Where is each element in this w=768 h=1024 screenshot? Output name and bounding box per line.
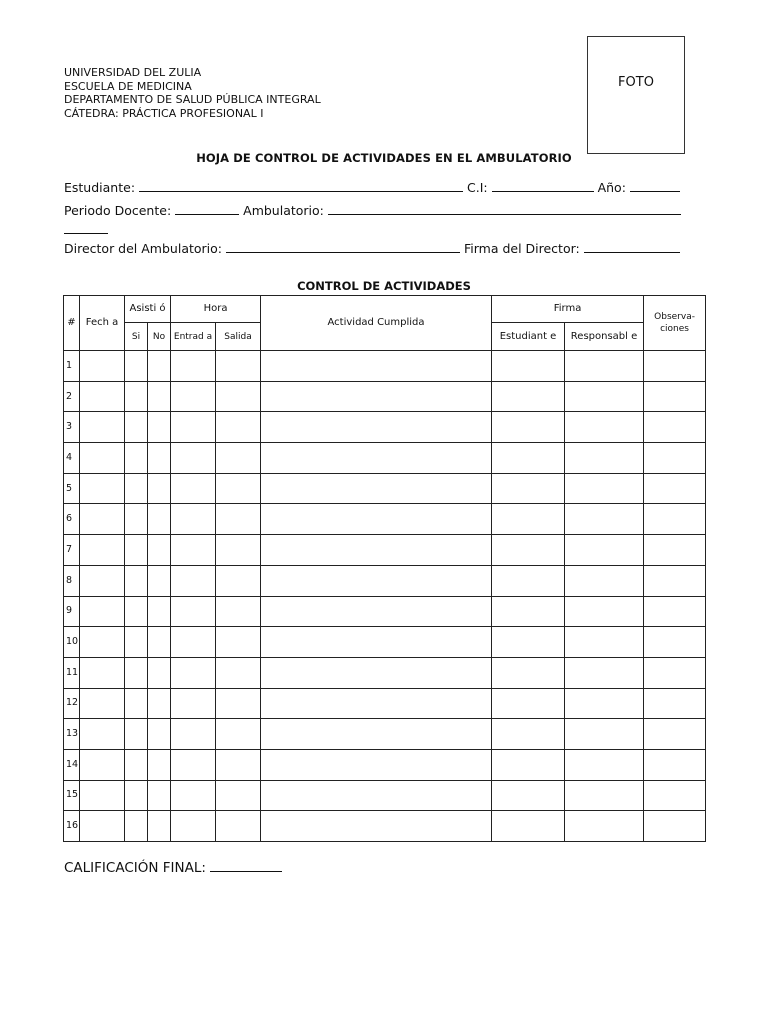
date-cell[interactable] <box>80 473 125 504</box>
entry-cell[interactable] <box>171 504 216 535</box>
attended-yes-cell[interactable] <box>125 565 148 596</box>
ambulatorio-blank-continued[interactable] <box>64 222 108 234</box>
header-no: No <box>148 323 171 351</box>
header-student-signature: Estudiant e <box>492 323 565 351</box>
student-signature-cell[interactable] <box>492 688 565 719</box>
activity-cell[interactable] <box>261 627 492 658</box>
activity-cell[interactable] <box>261 535 492 566</box>
year-label: Año: <box>597 180 626 195</box>
student-signature-cell[interactable] <box>492 657 565 688</box>
row-number: 4 <box>64 443 80 474</box>
date-cell[interactable] <box>80 351 125 382</box>
entry-cell[interactable] <box>171 535 216 566</box>
observations-cell[interactable] <box>644 780 706 811</box>
attended-no-cell[interactable] <box>148 473 171 504</box>
attended-yes-cell[interactable] <box>125 535 148 566</box>
attended-yes-cell[interactable] <box>125 719 148 750</box>
observations-cell[interactable] <box>644 719 706 750</box>
activity-cell[interactable] <box>261 412 492 443</box>
student-signature-cell[interactable] <box>492 473 565 504</box>
final-grade-line <box>64 860 282 876</box>
activity-cell[interactable] <box>261 780 492 811</box>
attended-no-cell[interactable] <box>148 565 171 596</box>
responsible-signature-cell[interactable] <box>565 780 644 811</box>
exit-cell[interactable] <box>216 657 261 688</box>
student-signature-cell[interactable] <box>492 596 565 627</box>
attended-no-cell[interactable] <box>148 688 171 719</box>
exit-cell[interactable] <box>216 473 261 504</box>
table-row <box>64 351 706 382</box>
attended-yes-cell[interactable] <box>125 749 148 780</box>
period-line <box>64 203 681 218</box>
date-cell[interactable] <box>80 780 125 811</box>
period-line-continuation <box>64 222 108 237</box>
entry-cell[interactable] <box>171 749 216 780</box>
responsible-signature-cell[interactable] <box>565 627 644 658</box>
observations-cell[interactable] <box>644 688 706 719</box>
observations-cell[interactable] <box>644 627 706 658</box>
date-cell[interactable] <box>80 627 125 658</box>
director-signature-label: Firma del Director: <box>463 241 580 256</box>
observations-cell[interactable] <box>644 749 706 780</box>
entry-cell[interactable] <box>171 627 216 658</box>
entry-cell[interactable] <box>171 596 216 627</box>
entry-cell[interactable] <box>171 688 216 719</box>
header-attended: Asisti ó <box>125 296 171 323</box>
entry-cell[interactable] <box>171 412 216 443</box>
activity-cell[interactable] <box>261 596 492 627</box>
director-line <box>64 241 680 256</box>
activity-cell[interactable] <box>261 565 492 596</box>
responsible-signature-cell[interactable] <box>565 504 644 535</box>
table-title: CONTROL DE ACTIVIDADES <box>297 279 471 293</box>
director-label: Director del Ambulatorio: <box>64 241 222 256</box>
attended-no-cell[interactable] <box>148 381 171 412</box>
entry-cell[interactable] <box>171 780 216 811</box>
responsible-signature-cell[interactable] <box>565 351 644 382</box>
row-number: 12 <box>64 688 80 719</box>
table-row <box>64 473 706 504</box>
table-row <box>64 811 706 842</box>
attended-yes-cell[interactable] <box>125 811 148 842</box>
responsible-signature-cell[interactable] <box>565 596 644 627</box>
ambulatorio-blank[interactable] <box>328 203 681 215</box>
attended-yes-cell[interactable] <box>125 596 148 627</box>
student-signature-cell[interactable] <box>492 443 565 474</box>
observations-cell[interactable] <box>644 473 706 504</box>
row-number: 7 <box>64 535 80 566</box>
header-activity: Actividad Cumplida <box>261 296 492 351</box>
header-entry: Entrad a <box>171 323 216 351</box>
responsible-signature-cell[interactable] <box>565 443 644 474</box>
activity-cell[interactable] <box>261 719 492 750</box>
university-name: UNIVERSIDAD DEL ZULIA <box>64 66 202 79</box>
row-number: 15 <box>64 780 80 811</box>
table-row <box>64 535 706 566</box>
school-name: ESCUELA DE MEDICINA <box>64 79 192 93</box>
student-signature-cell[interactable] <box>492 351 565 382</box>
observations-cell[interactable] <box>644 657 706 688</box>
student-signature-cell[interactable] <box>492 780 565 811</box>
attended-no-cell[interactable] <box>148 596 171 627</box>
entry-cell[interactable] <box>171 811 216 842</box>
date-cell[interactable] <box>80 657 125 688</box>
observations-cell[interactable] <box>644 443 706 474</box>
table-row <box>64 565 706 596</box>
table-row <box>64 688 706 719</box>
table-row <box>64 504 706 535</box>
student-blank[interactable] <box>139 180 463 192</box>
entry-cell[interactable] <box>171 443 216 474</box>
activity-cell[interactable] <box>261 443 492 474</box>
director-blank[interactable] <box>226 241 460 253</box>
responsible-signature-cell[interactable] <box>565 565 644 596</box>
entry-cell[interactable] <box>171 351 216 382</box>
attended-no-cell[interactable] <box>148 811 171 842</box>
observations-cell[interactable] <box>644 412 706 443</box>
observations-cell[interactable] <box>644 565 706 596</box>
attended-no-cell[interactable] <box>148 412 171 443</box>
entry-cell[interactable] <box>171 381 216 412</box>
activity-cell[interactable] <box>261 381 492 412</box>
row-number: 11 <box>64 657 80 688</box>
table-row <box>64 627 706 658</box>
exit-cell[interactable] <box>216 780 261 811</box>
activity-cell[interactable] <box>261 504 492 535</box>
exit-cell[interactable] <box>216 351 261 382</box>
director-signature-blank[interactable] <box>584 241 680 253</box>
date-cell[interactable] <box>80 749 125 780</box>
table-row <box>64 443 706 474</box>
period-blank[interactable] <box>175 203 239 215</box>
row-number: 9 <box>64 596 80 627</box>
attended-no-cell[interactable] <box>148 535 171 566</box>
observations-cell[interactable] <box>644 811 706 842</box>
responsible-signature-cell[interactable] <box>565 749 644 780</box>
attended-yes-cell[interactable] <box>125 473 148 504</box>
date-cell[interactable] <box>80 381 125 412</box>
exit-cell[interactable] <box>216 535 261 566</box>
attended-no-cell[interactable] <box>148 443 171 474</box>
student-signature-cell[interactable] <box>492 627 565 658</box>
observations-cell[interactable] <box>644 535 706 566</box>
student-signature-cell[interactable] <box>492 504 565 535</box>
entry-cell[interactable] <box>171 473 216 504</box>
ci-blank[interactable] <box>492 180 594 192</box>
row-number: 3 <box>64 412 80 443</box>
row-number: 1 <box>64 351 80 382</box>
header-observations: Observa- ciones <box>644 296 706 351</box>
attended-yes-cell[interactable] <box>125 780 148 811</box>
header-date: Fech a <box>80 296 125 351</box>
row-number: 13 <box>64 719 80 750</box>
exit-cell[interactable] <box>216 412 261 443</box>
activity-cell[interactable] <box>261 473 492 504</box>
attended-no-cell[interactable] <box>148 657 171 688</box>
exit-cell[interactable] <box>216 749 261 780</box>
exit-cell[interactable] <box>216 627 261 658</box>
table-row <box>64 412 706 443</box>
date-cell[interactable] <box>80 596 125 627</box>
attended-yes-cell[interactable] <box>125 412 148 443</box>
row-number: 16 <box>64 811 80 842</box>
student-signature-cell[interactable] <box>492 811 565 842</box>
observations-cell[interactable] <box>644 504 706 535</box>
entry-cell[interactable] <box>171 565 216 596</box>
date-cell[interactable] <box>80 443 125 474</box>
student-signature-cell[interactable] <box>492 381 565 412</box>
student-label: Estudiante: <box>64 180 136 195</box>
table-row <box>64 381 706 412</box>
period-label: Periodo Docente: <box>64 203 172 218</box>
exit-cell[interactable] <box>216 596 261 627</box>
observations-cell[interactable] <box>644 596 706 627</box>
attended-no-cell[interactable] <box>148 749 171 780</box>
responsible-signature-cell[interactable] <box>565 719 644 750</box>
responsible-signature-cell[interactable] <box>565 811 644 842</box>
student-signature-cell[interactable] <box>492 565 565 596</box>
table-row <box>64 719 706 750</box>
photo-box <box>587 36 685 154</box>
table-row <box>64 657 706 688</box>
responsible-signature-cell[interactable] <box>565 473 644 504</box>
header-number: # <box>64 296 80 351</box>
responsible-signature-cell[interactable] <box>565 381 644 412</box>
document-title: HOJA DE CONTROL DE ACTIVIDADES EN EL AMBULATORIO <box>196 151 572 165</box>
date-cell[interactable] <box>80 504 125 535</box>
exit-cell[interactable] <box>216 565 261 596</box>
entry-cell[interactable] <box>171 657 216 688</box>
attended-no-cell[interactable] <box>148 719 171 750</box>
header-responsible-signature: Responsabl e <box>565 323 644 351</box>
student-signature-cell[interactable] <box>492 749 565 780</box>
date-cell[interactable] <box>80 688 125 719</box>
header-yes: Si <box>125 323 148 351</box>
course-name: CÁTEDRA: PRÁCTICA PROFESIONAL I <box>64 106 264 120</box>
ambulatorio-label: Ambulatorio: <box>243 203 324 218</box>
activities-table <box>63 295 706 842</box>
attended-yes-cell[interactable] <box>125 627 148 658</box>
header-hour: Hora <box>171 296 261 323</box>
attended-yes-cell[interactable] <box>125 688 148 719</box>
attended-yes-cell[interactable] <box>125 351 148 382</box>
attended-yes-cell[interactable] <box>125 443 148 474</box>
table-row <box>64 596 706 627</box>
row-number: 6 <box>64 504 80 535</box>
row-number: 5 <box>64 473 80 504</box>
student-signature-cell[interactable] <box>492 412 565 443</box>
activity-cell[interactable] <box>261 688 492 719</box>
date-cell[interactable] <box>80 535 125 566</box>
activity-cell[interactable] <box>261 811 492 842</box>
activity-cell[interactable] <box>261 657 492 688</box>
date-cell[interactable] <box>80 412 125 443</box>
student-signature-cell[interactable] <box>492 535 565 566</box>
photo-label: FOTO <box>618 75 654 90</box>
student-signature-cell[interactable] <box>492 719 565 750</box>
responsible-signature-cell[interactable] <box>565 688 644 719</box>
date-cell[interactable] <box>80 719 125 750</box>
exit-cell[interactable] <box>216 443 261 474</box>
student-line <box>64 180 680 195</box>
responsible-signature-cell[interactable] <box>565 412 644 443</box>
row-number: 8 <box>64 565 80 596</box>
table-row <box>64 780 706 811</box>
activity-cell[interactable] <box>261 351 492 382</box>
date-cell[interactable] <box>80 811 125 842</box>
observations-cell[interactable] <box>644 351 706 382</box>
responsible-signature-cell[interactable] <box>565 657 644 688</box>
final-grade-blank[interactable] <box>210 860 282 872</box>
header-signature: Firma <box>492 296 644 323</box>
row-number: 10 <box>64 627 80 658</box>
attended-no-cell[interactable] <box>148 504 171 535</box>
row-number: 14 <box>64 749 80 780</box>
entry-cell[interactable] <box>171 719 216 750</box>
exit-cell[interactable] <box>216 719 261 750</box>
attended-yes-cell[interactable] <box>125 381 148 412</box>
row-number: 2 <box>64 381 80 412</box>
final-grade-label: CALIFICACIÓN FINAL: <box>64 860 206 876</box>
department-name: DEPARTAMENTO DE SALUD PÚBLICA INTEGRAL <box>64 93 321 106</box>
table-row <box>64 749 706 780</box>
attended-yes-cell[interactable] <box>125 657 148 688</box>
exit-cell[interactable] <box>216 811 261 842</box>
ci-label: C.I: <box>467 180 488 195</box>
attended-no-cell[interactable] <box>148 627 171 658</box>
exit-cell[interactable] <box>216 688 261 719</box>
observations-cell[interactable] <box>644 381 706 412</box>
exit-cell[interactable] <box>216 504 261 535</box>
attended-no-cell[interactable] <box>148 780 171 811</box>
date-cell[interactable] <box>80 565 125 596</box>
responsible-signature-cell[interactable] <box>565 535 644 566</box>
year-blank[interactable] <box>630 180 680 192</box>
institution-header <box>64 66 321 120</box>
attended-no-cell[interactable] <box>148 351 171 382</box>
header-exit: Salida <box>216 323 261 351</box>
exit-cell[interactable] <box>216 381 261 412</box>
attended-yes-cell[interactable] <box>125 504 148 535</box>
activity-cell[interactable] <box>261 749 492 780</box>
